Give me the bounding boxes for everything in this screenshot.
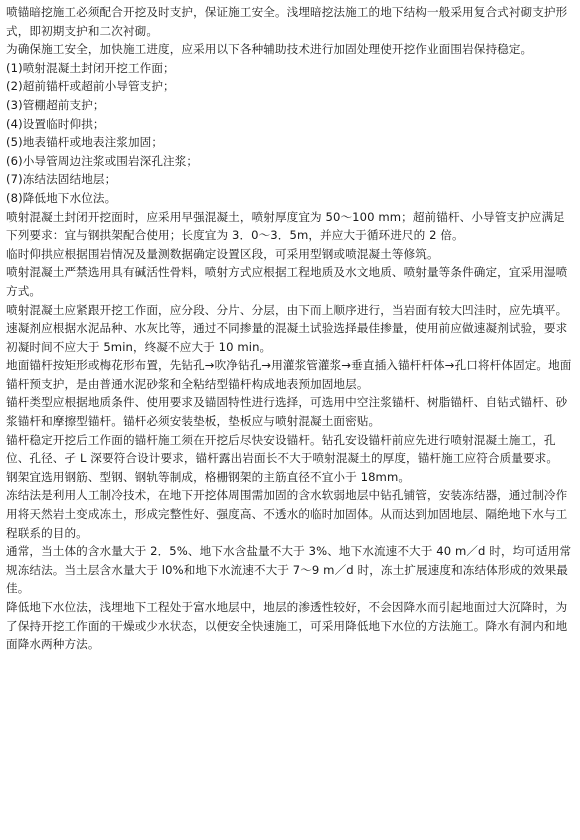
list-item-7: (7)冻结法固结地层； [6, 172, 117, 187]
list-item-1: (1)喷射混凝土封闭开挖工作面； [6, 60, 175, 75]
paragraph-anchor-construction: 锚杆稳定开挖后工作面的锚杆施工须在开挖后尽快安设锚杆。钻孔安设锚杆前应先进行喷射混凝土施工，孔位、孔径、孑 L 深要符合设计要求，锚杆露出岩面长不大于喷射混凝土的厚度，锚杆施工应符合质量要求。 [6, 432, 559, 466]
list-item-3: (3)管棚超前支护； [6, 97, 105, 112]
paragraph-accelerator: 速凝剂应根据水泥品种、水灰比等，通过不同掺量的混凝土试验选择最佳掺量，使用前应做速凝剂试验，要求初凝时间不应大于 5min，终凝不应大于 10 min。 [6, 321, 568, 354]
list-item-6: (6)小导管周边注浆或围岩深孔注浆； [6, 153, 199, 168]
paragraph-dewatering: 降低地下水位法，浅埋地下工程处于富水地层中，地层的渗透性较好，不会因降水而引起地面过大沉降时，为了保持开挖工作面的干燥或少水状态，以便安全快速施工，可采用降低地下水位的方法施工。降水有洞内和地面降水两种方法。 [6, 600, 568, 652]
list-item-4: (4)设置临时仰拱； [6, 116, 105, 131]
paragraph-auxiliary-methods: 为确保施工安全，加快施工进度，应采用以下各种辅助技术进行加固处理使开挖作业面围岩保持稳定。 [6, 42, 533, 57]
list-item-5: (5)地表锚杆或地表注浆加固； [6, 135, 164, 150]
paragraph-freezing-conditions: 通常，当土体的含水量大于 2．5%、地下水含盐量不大于 3%、地下水流速不大于 40 m／d 时，均可适用常规冻结法。当土层含水量大于 l0%和地下水流速不大于 7～9 m／d 时，冻土扩展速度和冻结体形成的效果最佳。 [6, 544, 572, 596]
paragraph-steel-frame: 钢架宜选用钢筋、型钢、钢轨等制成，格栅钢架的主筋直径不宜小于 18mm。 [6, 469, 411, 484]
paragraph-surface-anchor: 地面锚杆按矩形或梅花形布置，先钻孔→吹净钻孔→用灌浆管灌浆→垂直插入锚杆杆体→孔口将杆体固定。地面锚杆预支护，是由普通水泥砂浆和全粘结型锚杆构成地表预加固地层。 [6, 358, 572, 391]
paragraph-anchor-types: 锚杆类型应根据地质条件、使用要求及锚固特性进行选择，可选用中空注浆锚杆、树脂锚杆、自钻式锚杆、砂浆锚杆和摩擦型锚杆。锚杆必须安装垫板，垫板应与喷射混凝土面密贴。 [6, 395, 568, 429]
paragraph-intro: 喷锚暗挖施工必须配合开挖及时支护，保证施工安全。浅埋暗挖法施工的地下结构一般采用复合式衬砌支护形式，即初期支护和二次衬砌。 [6, 5, 568, 38]
paragraph-aggregate: 喷射混凝土严禁选用具有碱活性骨料，喷射方式应根据工程地质及水文地质、喷射量等条件确定，宜采用湿喷方式。 [6, 265, 568, 298]
list-item-2: (2)超前锚杆或超前小导管支护； [6, 79, 175, 94]
paragraph-freezing-method: 冻结法是利用人工制冷技术，在地下开挖体周围需加固的含水软弱地层中钻孔铺管，安装冻结器，通过制冷作用将天然岩土变成冻土，形成完整性好、强度高、不透水的临时加固体。从而达到加固地层、隔绝地下水与工程联系的目的。 [6, 488, 568, 540]
paragraph-temporary-invert: 临时仰拱应根据围岩情况及量测数据确定设置区段，可采用型钢或喷混凝土等修筑。 [6, 246, 439, 261]
paragraph-shotcrete-sequence: 喷射混凝土应紧跟开挖工作面，应分段、分片、分层，由下而上顺序进行，当岩面有较大凹洼时，应先填平。 [6, 302, 568, 317]
list-item-8: (8)降低地下水位法。 [6, 190, 117, 205]
paragraph-shotcrete-sealing: 喷射混凝土封闭开挖面时，应采用早强混凝土，喷射厚度宜为 50～100 mm；超前锚杆、小导管支护应满足下列要求：宜与钢拱架配合使用；长度宜为 3．0～3．5m，并应大于循环进尺的 2 倍。 [6, 209, 565, 243]
